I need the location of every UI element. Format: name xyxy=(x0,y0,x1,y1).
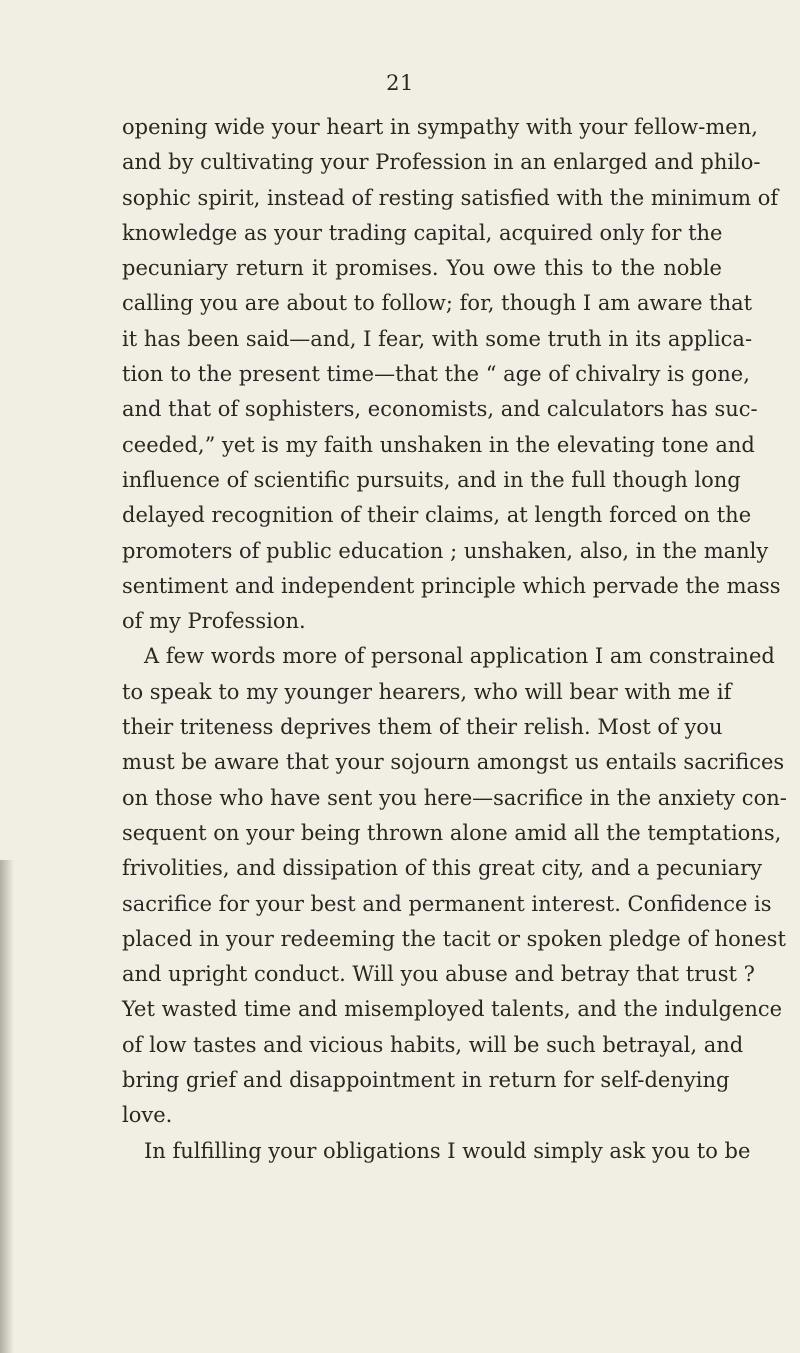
text-line: of low tastes and vicious habits, will be such betrayal, and xyxy=(122,1032,744,1057)
text-line: pecuniary return it promises. You owe this to the noble xyxy=(122,256,722,281)
text-line: ceeded,” yet is my faith unshaken in the elevating tone and xyxy=(122,432,755,457)
text-line: influence of scientific pursuits, and in the full though long xyxy=(122,467,741,492)
text-line: promoters of public education ; unshaken, also, in the manly xyxy=(122,538,769,563)
paragraph-start-line: A few words more of personal application I am constrained xyxy=(144,644,775,669)
body-text xyxy=(122,110,787,1169)
page-edge-shadow xyxy=(0,860,14,1353)
text-line: sophic spirit, instead of resting satisfied with the minimum of xyxy=(122,185,779,210)
text-line: frivolities, and dissipation of this great city, and a pecuniary xyxy=(122,856,763,881)
text-line: and by cultivating your Profession in an enlarged and philo- xyxy=(122,150,761,175)
page-number: 21 xyxy=(386,71,414,95)
text-line: and upright conduct. Will you abuse and betray that trust ? xyxy=(122,962,755,987)
text-line: bring grief and disappointment in return for self-denying xyxy=(122,1068,730,1093)
paragraph-start-line: In fulfilling your obligations I would simply ask you to be xyxy=(144,1138,751,1163)
text-line: their triteness deprives them of their relish. Most of you xyxy=(122,715,723,740)
text-line: knowledge as your trading capital, acquired only for the xyxy=(122,220,723,245)
text-line: and that of sophisters, economists, and calculators has suc- xyxy=(122,397,758,422)
text-line: must be aware that your sojourn amongst us entails sacrifices xyxy=(122,750,785,775)
text-line: Yet wasted time and misemployed talents, and the indulgence xyxy=(122,997,783,1022)
text-line: placed in your redeeming the tacit or spoken pledge of honest xyxy=(122,926,786,951)
text-line: to speak to my younger hearers, who will bear with me if xyxy=(122,679,732,704)
text-line: opening wide your heart in sympathy with your fellow-men, xyxy=(122,115,758,139)
text-line: on those who have sent you here—sacrifice in the anxiety con- xyxy=(122,785,787,810)
text-line: delayed recognition of their claims, at length forced on the xyxy=(122,503,752,528)
text-line: calling you are about to follow; for, though I am aware that xyxy=(122,291,753,316)
text-line: it has been said—and, I fear, with some truth in its applica- xyxy=(122,326,753,351)
text-line: tion to the present time—that the “ age of chivalry is gone, xyxy=(122,362,750,387)
text-line: sacrifice for your best and permanent interest. Confidence is xyxy=(122,891,772,916)
paragraph-end-line: of my Profession. xyxy=(122,609,306,634)
text-line: sentiment and independent principle which pervade the mass xyxy=(122,573,781,598)
text-line: sequent on your being thrown alone amid all the temptations, xyxy=(122,820,782,845)
paragraph-end-line: love. xyxy=(122,1103,173,1128)
